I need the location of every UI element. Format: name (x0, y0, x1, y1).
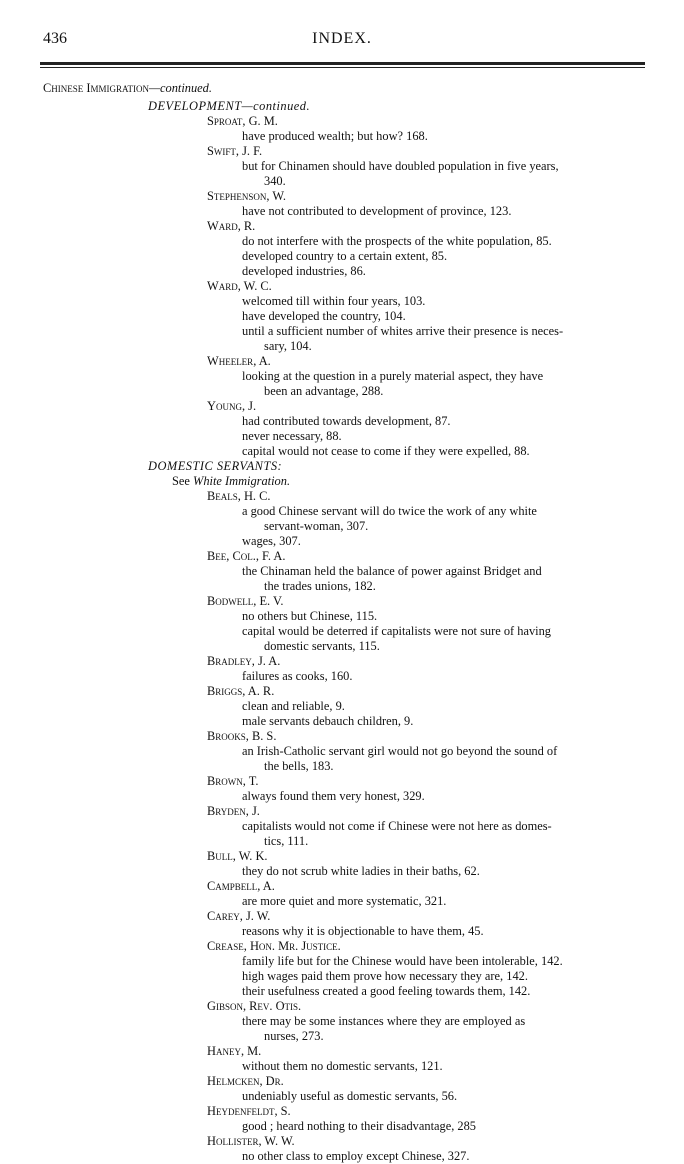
entry-name: Bryden, J. (207, 804, 260, 818)
entry-note-continuation: nurses, 273. (264, 1029, 324, 1043)
entry-note: have not contributed to development of province, 123. (242, 204, 512, 218)
entry-name: Bradley, J. A. (207, 654, 281, 668)
entry-name: Gibson, Rev. Otis. (207, 999, 302, 1013)
entry-name: Ward, W. C. (207, 279, 272, 293)
page-number: 436 (43, 30, 67, 47)
entry-name: Campbell, A. (207, 879, 275, 893)
running-title: INDEX. (312, 30, 372, 47)
entry-note: looking at the question in a purely material aspect, they have (242, 369, 544, 383)
entry-name: Bee, Col., F. A. (207, 549, 286, 563)
entry-name: Beals, H. C. (207, 489, 271, 503)
entry-name: Young, J. (207, 399, 257, 413)
header-rule-thin (40, 67, 645, 68)
entry-note-continuation: sary, 104. (264, 339, 312, 353)
entry-note: welcomed till within four years, 103. (242, 294, 426, 308)
entry-note: capital would not cease to come if they were expelled, 88. (242, 444, 530, 458)
entry-note-continuation: tics, 111. (264, 834, 309, 848)
entry-note: until a sufficient number of whites arrive their presence is neces- (242, 324, 564, 338)
entry-note: high wages paid them prove how necessary they are, 142. (242, 969, 528, 983)
entry-note-continuation: 340. (264, 174, 286, 188)
entry-name: Brown, T. (207, 774, 259, 788)
entry-name: Heydenfeldt, S. (207, 1104, 291, 1118)
header-rule-thick (40, 62, 645, 65)
entry-note-continuation: been an advantage, 288. (264, 384, 384, 398)
entry-note: the Chinaman held the balance of power against Bridget and (242, 564, 542, 578)
entry-name: Hollister, W. W. (207, 1134, 295, 1148)
entry-note: have developed the country, 104. (242, 309, 406, 323)
index-body (0, 81, 684, 1164)
section-heading (0, 81, 684, 96)
entry-note: good ; heard nothing to their disadvantage, 285 (242, 1119, 476, 1133)
entry-name: Bull, W. K. (207, 849, 268, 863)
entry-name: Bodwell, E. V. (207, 594, 284, 608)
entry-note: reasons why it is objectionable to have them, 45. (242, 924, 484, 938)
domestic-entries (0, 489, 684, 1164)
page-header (0, 30, 684, 52)
entry-note: but for Chinamen should have doubled population in five years, (242, 159, 559, 173)
entry-note: male servants debauch children, 9. (242, 714, 414, 728)
entry-note: never necessary, 88. (242, 429, 342, 443)
see-prefix: See (172, 474, 190, 488)
entry-name: Sproat, G. M. (207, 114, 278, 128)
section-continued: —continued. (149, 81, 212, 95)
entry-note: failures as cooks, 160. (242, 669, 353, 683)
entry-note-continuation: domestic servants, 115. (264, 639, 380, 653)
entry-note: no others but Chinese, 115. (242, 609, 378, 623)
entry-note: capital would be deterred if capitalists were not sure of having (242, 624, 551, 638)
entry-name: Briggs, A. R. (207, 684, 275, 698)
entry-note: there may be some instances where they are employed as (242, 1014, 526, 1028)
entry-name: Swift, J. F. (207, 144, 263, 158)
entry-note: wages, 307. (242, 534, 301, 548)
entry-note: an Irish-Catholic servant girl would not go beyond the sound of (242, 744, 558, 758)
entry-note: family life but for the Chinese would have been intolerable, 142. (242, 954, 563, 968)
subheading-domestic-servants: DOMESTIC SERVANTS: (148, 459, 283, 473)
entry-note-continuation: the trades unions, 182. (264, 579, 376, 593)
entry-note: have produced wealth; but how? 168. (242, 129, 428, 143)
entry-note: developed industries, 86. (242, 264, 366, 278)
entry-name: Haney, M. (207, 1044, 262, 1058)
entry-note: their usefulness created a good feeling towards them, 142. (242, 984, 531, 998)
entry-note-continuation: the bells, 183. (264, 759, 334, 773)
entry-note: no other class to employ except Chinese, 327. (242, 1149, 470, 1163)
entry-note: are more quiet and more systematic, 321. (242, 894, 447, 908)
entry-name: Brooks, B. S. (207, 729, 277, 743)
entry-name: Crease, Hon. Mr. Justice. (207, 939, 341, 953)
entry-note: without them no domestic servants, 121. (242, 1059, 443, 1073)
entry-note: developed country to a certain extent, 85. (242, 249, 448, 263)
entry-note: undeniably useful as domestic servants, 56. (242, 1089, 458, 1103)
entry-note: always found them very honest, 329. (242, 789, 425, 803)
entry-name: Stephenson, W. (207, 189, 287, 203)
entry-name: Wheeler, A. (207, 354, 271, 368)
entry-name: Helmcken, Dr. (207, 1074, 284, 1088)
see-also-reference (0, 474, 684, 489)
see-target: White Immigration. (193, 474, 291, 488)
entry-name: Carey, J. W. (207, 909, 271, 923)
entry-note: had contributed towards development, 87. (242, 414, 451, 428)
entry-note: clean and reliable, 9. (242, 699, 345, 713)
section-title: Chinese Immigration (43, 81, 149, 95)
development-entries (0, 114, 684, 459)
entry-note: capitalists would not come if Chinese were not here as domes- (242, 819, 552, 833)
subheading-development: DEVELOPMENT—continued. (148, 99, 311, 113)
entry-note: a good Chinese servant will do twice the work of any white (242, 504, 537, 518)
entry-note-continuation: servant-woman, 307. (264, 519, 369, 533)
entry-name: Ward, R. (207, 219, 256, 233)
entry-note: they do not scrub white ladies in their baths, 62. (242, 864, 480, 878)
entry-note: do not interfere with the prospects of the white population, 85. (242, 234, 552, 248)
